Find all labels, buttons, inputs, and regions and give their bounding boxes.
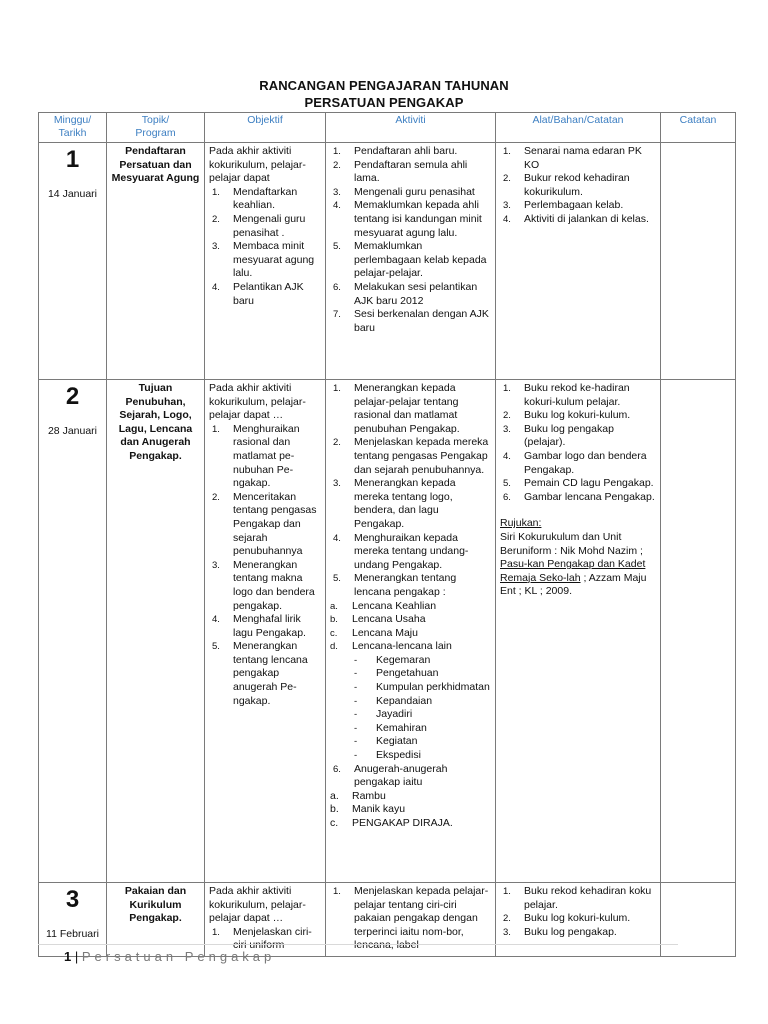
week-number: 3 [65, 886, 80, 913]
list-marker: 7. [333, 309, 341, 321]
week-number: 2 [65, 383, 80, 410]
page-number: 1 [64, 949, 72, 964]
lencana-list-wrap [330, 600, 491, 763]
list-text: Pelantikan AJK baru [233, 280, 304, 307]
materials-list [500, 885, 656, 939]
footer-label: Persatuan Pengakap [81, 949, 276, 964]
list-item [330, 708, 491, 722]
topic-cell: Pakaian dan Kurikulum Pengakap. [107, 883, 205, 957]
list-text: Menerangkan tentang lencana pengakap : [354, 572, 457, 598]
week-cell [39, 883, 107, 957]
list-item [330, 654, 491, 668]
list-marker: 6. [503, 491, 511, 503]
list-item [500, 423, 656, 450]
list-marker: 3. [212, 559, 220, 571]
list-item [330, 199, 491, 240]
list-text: Melakukan sesi pelantikan AJK baru 2012 [354, 280, 478, 307]
list-marker: - [354, 682, 358, 694]
activity-cell [326, 883, 496, 957]
list-item [209, 613, 321, 640]
list-text: Kegemaran [376, 653, 431, 666]
list-text: Mendaftarkan keahlian. [233, 185, 298, 212]
activity-list [330, 145, 491, 335]
rujukan-book: Pasu-kan Pengakap dan Kadet Remaja Seko-lah [500, 558, 646, 584]
list-item [500, 477, 656, 491]
rujukan-text: Siri Kokurukulum dan Unit Beruniform : Nik Mohd Nazim ; Pasu-kan Pengakap dan Kadet Remaja Seko-lah ; Azzam Maju Ent ; KL ; 2009. [500, 530, 647, 598]
notes-cell [661, 380, 736, 883]
list-item [500, 199, 656, 213]
list-marker: 4. [212, 614, 220, 626]
list-marker: - [354, 654, 358, 666]
list-text: Memaklumkan perlembagaan kelab kepada pelajar-pelajar. [354, 240, 487, 280]
list-item [330, 640, 491, 654]
list-marker: 2. [503, 173, 511, 185]
list-text: Menerangkan tentang lencana pengakap anugerah Pe-ngakap. [233, 640, 308, 707]
footer-separator: | [71, 949, 82, 964]
list-marker: 2. [333, 437, 341, 449]
header-topic: Topik/ Program [107, 113, 205, 143]
list-marker: 3. [212, 241, 220, 253]
list-item [330, 600, 491, 614]
list-item [500, 382, 656, 409]
list-marker: 1. [503, 146, 511, 157]
list-marker: b. [330, 803, 339, 816]
list-text: Lencana Usaha [352, 613, 426, 626]
list-text: Mengenali guru penasihat . [233, 212, 306, 239]
list-text: Senarai nama edaran PK KO [524, 145, 642, 171]
list-marker: 1. [333, 383, 341, 394]
list-marker: - [354, 695, 358, 707]
list-text: Menceritakan tentang pengasas Pengakap dan sejarah penubuhannya [233, 490, 317, 558]
table-row [39, 380, 736, 883]
list-item [500, 926, 656, 940]
list-marker: 1. [212, 423, 220, 435]
list-item [209, 491, 321, 559]
activity-cell [326, 380, 496, 883]
topic-cell: Tujuan Penubuhan, Sejarah, Logo, Lagu, Lencana dan Anugerah Pengakap. [107, 380, 205, 883]
materials-cell [496, 883, 661, 957]
list-marker: 5. [212, 641, 220, 653]
list-marker: - [354, 709, 358, 721]
list-marker: 5. [333, 573, 341, 585]
list-marker: 1. [333, 146, 341, 157]
list-text: Pemain CD lagu Pengakap. [524, 477, 654, 490]
list-item [209, 423, 321, 491]
lesson-plan-table [38, 112, 736, 957]
list-marker: - [354, 668, 358, 680]
list-item [209, 213, 321, 240]
list-text: Kegiatan [376, 735, 418, 748]
list-marker: 1. [333, 886, 341, 897]
list-text: Perlembagaan kelab. [524, 199, 624, 212]
materials-list [500, 382, 656, 504]
list-item [330, 308, 491, 335]
activity-cell [326, 143, 496, 380]
list-text: Lencana Maju [352, 626, 418, 639]
list-marker: 3. [503, 926, 511, 938]
list-text: PENGAKAP DIRAJA. [352, 817, 453, 829]
activity-list [330, 885, 491, 953]
objective-intro: Pada akhir aktiviti kokurikulum, pelajar-pelajar dapat … [209, 885, 306, 925]
anugerah-list [330, 790, 491, 831]
list-marker: 3. [333, 478, 341, 490]
list-text: Buku log pengakap (pelajar). [524, 422, 614, 449]
list-text: Pendaftaran semula ahli lama. [354, 158, 468, 185]
doc-title: RANCANGAN PENGAJARAN TAHUNAN [259, 78, 509, 93]
list-item [330, 572, 491, 599]
list-text: Gambar logo dan bendera Pengakap. [524, 449, 647, 476]
list-marker: 2. [212, 491, 220, 503]
list-item [330, 735, 491, 749]
list-marker: a. [330, 600, 338, 612]
objective-cell [205, 143, 326, 380]
week-cell [39, 143, 107, 380]
lencana-list [330, 600, 491, 654]
list-item [500, 172, 656, 199]
objective-list [209, 423, 321, 708]
list-item [330, 885, 491, 953]
list-item [330, 240, 491, 281]
list-marker: - [354, 722, 358, 734]
list-text: Membaca minit mesyuarat agung lalu. [233, 240, 315, 280]
list-text: Menghuraikan rasional dan matlamat pe-nubuhan Pe-ngakap. [233, 422, 300, 490]
list-marker: 2. [212, 213, 220, 225]
list-text: Buku log kokuri-kulum. [524, 409, 631, 422]
header-row [39, 113, 736, 143]
list-text: Pengetahuan [376, 667, 439, 680]
list-item [330, 722, 491, 736]
list-marker: 3. [503, 200, 511, 212]
list-text: Buku rekod ke-hadiran kokuri-kulum pelajar. [524, 382, 630, 408]
week-cell [39, 380, 107, 883]
list-marker: b. [330, 614, 338, 626]
table-row [39, 143, 736, 380]
list-text: Buku log pengakap. [524, 925, 617, 938]
list-text: Mengenali guru penasihat [354, 185, 475, 198]
week-date: 14 Januari [47, 188, 98, 200]
week-date: 28 Januari [47, 425, 98, 437]
list-item [330, 790, 491, 804]
footer-rule [38, 944, 678, 945]
list-item [330, 803, 491, 817]
list-marker: a. [330, 789, 339, 802]
week-date: 11 Februari [46, 928, 99, 940]
activity-list [330, 382, 491, 600]
materials-cell [496, 143, 661, 380]
list-marker: 4. [503, 213, 511, 225]
activity-6-list [330, 763, 491, 790]
list-item: 6. Anugerah-anugerah pengakap iaitu [333, 762, 448, 789]
list-text: Menerangkan kepada pelajar-pelajar tentang rasional dan matlamat penubuhan Pengakap. [354, 382, 460, 435]
list-marker: 4. [333, 200, 341, 212]
list-item [500, 213, 656, 227]
objective-cell [205, 883, 326, 957]
header-notes: Catatan [661, 113, 736, 143]
objective-cell [205, 380, 326, 883]
list-text: Ekspedisi [376, 749, 421, 762]
list-marker: 4. [333, 532, 341, 544]
list-marker: c. [330, 627, 338, 639]
notes-cell [661, 883, 736, 957]
list-text: Rambu [352, 789, 386, 802]
list-text: Memaklumkan kepada ahli tentang isi kandungan minit mesyuarat agung lalu. [354, 199, 482, 239]
list-text: Menjelaskan kepada pelajar-pelajar tentang ciri-ciri pakaian pengakap dengan terperinci iaitu nom-bor, lencana, label [354, 885, 489, 952]
list-text: Menerangkan kepada mereka tentang logo, bendera, dan lagu Pengakap. [354, 477, 456, 530]
page-footer [64, 949, 275, 964]
list-item [330, 695, 491, 709]
list-text: Manik kayu [352, 803, 406, 816]
list-marker: 1. [503, 383, 511, 394]
objective-intro: Pada akhir aktiviti kokurikulum, pelajar-pelajar dapat … [209, 382, 306, 422]
list-item [209, 186, 321, 213]
list-item [330, 681, 491, 695]
list-marker: 4. [503, 450, 511, 462]
list-item [209, 240, 321, 281]
list-item [209, 281, 321, 308]
doc-subtitle: PERSATUAN PENGAKAP [304, 95, 464, 110]
objective-list [209, 186, 321, 308]
list-item [500, 912, 656, 926]
list-text: Aktiviti di jalankan di kelas. [524, 212, 649, 225]
list-item [330, 613, 491, 627]
list-item [330, 436, 491, 477]
list-item [330, 667, 491, 681]
list-text: Menjelaskan ciri-ciri uniform [233, 925, 312, 952]
list-marker: 1. [212, 186, 220, 198]
list-marker: 2. [503, 913, 511, 925]
materials-cell [496, 380, 661, 883]
list-marker: 2. [503, 410, 511, 422]
list-text: Buku log kokuri-kulum. [524, 912, 631, 925]
list-item [500, 409, 656, 423]
list-marker: 3. [333, 186, 341, 198]
list-item [330, 532, 491, 573]
notes-cell [661, 143, 736, 380]
list-item [500, 145, 656, 172]
list-marker: 5. [333, 241, 341, 253]
list-item [209, 559, 321, 613]
rujukan-label: Rujukan: [500, 517, 542, 530]
list-marker: 6. [333, 281, 341, 293]
list-marker: - [354, 750, 358, 762]
list-item [330, 817, 491, 831]
list-item [330, 749, 491, 763]
week-number: 1 [65, 146, 80, 173]
list-marker: - [354, 736, 358, 748]
list-item [330, 382, 491, 436]
list-item [209, 640, 321, 708]
list-item [500, 450, 656, 477]
table-row [39, 883, 736, 957]
list-marker: 1. [503, 886, 511, 897]
header-week: Minggu/ Tarikh [39, 113, 107, 143]
list-item [500, 491, 656, 505]
list-marker: 4. [212, 281, 220, 293]
list-text: Kepandaian [376, 694, 433, 707]
objective-intro: Pada akhir aktiviti kokurikulum, pelajar-pelajar dapat [209, 145, 306, 185]
list-text: Menjelaskan kepada mereka tentang pengasas Pengakap dan sejarah penubuhannya. [354, 436, 489, 476]
list-text: Gambar lencana Pengakap. [524, 490, 655, 503]
header-materials: Alat/Bahan/Catatan [496, 113, 661, 143]
topic-cell: Pendaftaran Persatuan dan Mesyuarat Agung [107, 143, 205, 380]
materials-list [500, 145, 656, 227]
lencana-lain-list [330, 654, 491, 763]
list-marker: d. [330, 641, 338, 653]
list-marker: 3. [503, 423, 511, 435]
list-marker: 2. [333, 159, 341, 171]
list-item [330, 281, 491, 308]
header-activity: Aktiviti [326, 113, 496, 143]
list-item [330, 159, 491, 186]
list-item [330, 627, 491, 641]
list-text: Jayadiri [376, 708, 413, 721]
list-item [330, 145, 491, 159]
header-objective: Objektif [205, 113, 326, 143]
list-item [330, 186, 491, 200]
list-text: Kumpulan perkhidmatan [376, 681, 490, 694]
list-item [330, 477, 491, 531]
list-marker: 5. [503, 478, 511, 490]
list-text: Menerangkan tentang makna logo dan bendera pengakap. [233, 558, 315, 612]
list-text: Pendaftaran ahli baru. [354, 145, 458, 157]
list-text: Buku rekod kehadiran koku pelajar. [524, 885, 652, 911]
list-text: Lencana-lencana lain [352, 640, 452, 653]
list-marker: 1. [212, 926, 220, 938]
list-item [500, 885, 656, 912]
list-text: Bukur rekod kehadiran kokurikulum. [524, 172, 630, 198]
list-text: Menghafal lirik lagu Pengakap. [233, 613, 306, 639]
list-text: Kemahiran [376, 721, 427, 734]
list-text: Lencana Keahlian [352, 599, 437, 612]
list-text: Sesi berkenalan dengan AJK baru [354, 308, 489, 334]
list-marker: c. [330, 817, 339, 829]
list-text: Menghuraikan kepada mereka tentang undang-undang Pengakap. [354, 531, 469, 571]
